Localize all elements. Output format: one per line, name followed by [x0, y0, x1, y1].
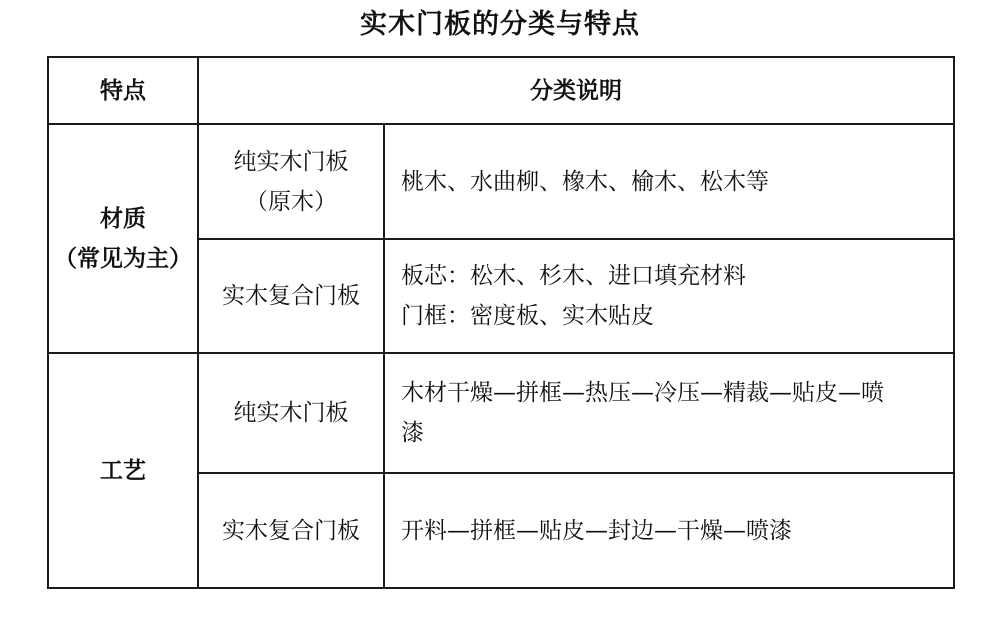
description-cell — [384, 353, 954, 473]
group-label-line: 工艺 — [100, 457, 146, 484]
type-name-line: 纯实木门板 — [233, 400, 349, 426]
header-features: 特点 — [48, 57, 198, 124]
group-label-line: 材质 — [100, 205, 146, 232]
classification-table — [47, 56, 955, 589]
type-name-cell — [198, 239, 384, 353]
group-label-material — [48, 124, 198, 353]
type-name-line: 实木复合门板 — [222, 517, 360, 544]
description-cell — [384, 239, 954, 353]
type-name-cell — [198, 124, 384, 239]
table-row — [48, 353, 954, 473]
description-cell — [384, 473, 954, 588]
description-line: 门框：密度板、实木贴皮 — [401, 303, 654, 329]
page-title: 实木门板的分类与特点 — [360, 9, 640, 40]
description-line: 开料—拼框—贴皮—封边—干燥—喷漆 — [401, 517, 792, 544]
type-name-line: 纯实木门板 — [233, 148, 349, 175]
group-label-craft — [48, 353, 198, 588]
description-line: 板芯：松木、杉木、进口填充材料 — [401, 263, 746, 289]
type-name-line: 实木复合门板 — [222, 283, 360, 309]
type-name-cell — [198, 353, 384, 473]
type-name-cell — [198, 473, 384, 588]
description-line: 木材干燥—拼框—热压—冷压—精裁—贴皮—喷漆 — [401, 380, 884, 446]
type-name-line: （原木） — [245, 188, 337, 215]
header-classification: 分类说明 — [198, 57, 954, 124]
table-row — [48, 124, 954, 239]
table-header-row — [48, 57, 954, 124]
group-label-line: （常见为主） — [54, 245, 192, 272]
description-cell — [384, 124, 954, 239]
description-line: 桃木、水曲柳、橡木、榆木、松木等 — [401, 168, 769, 195]
